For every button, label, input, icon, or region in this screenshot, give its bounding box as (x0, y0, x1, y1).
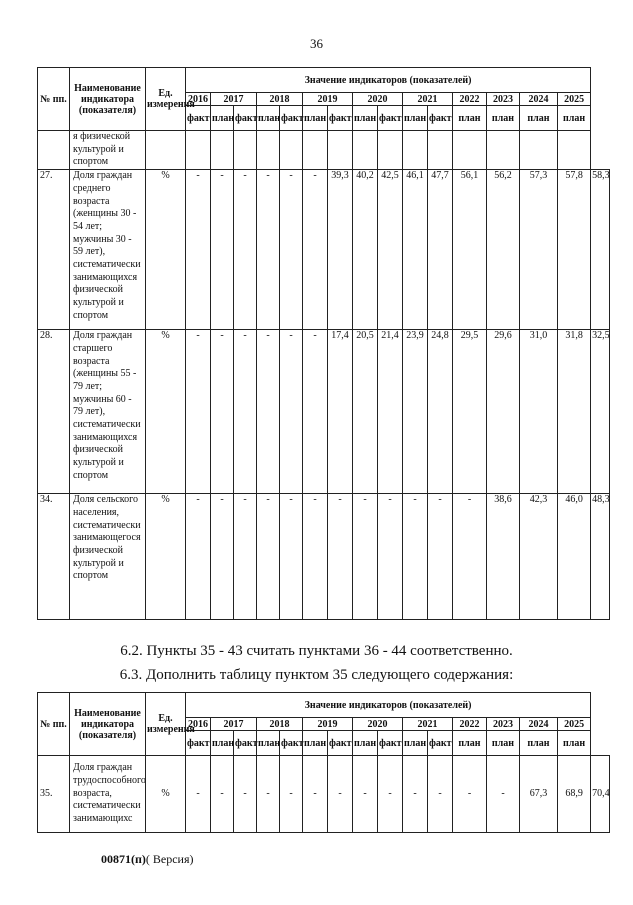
unit-cell: % (146, 756, 186, 833)
table-row (38, 494, 610, 620)
year-header: 2016 (186, 718, 211, 731)
year-header: 2023 (487, 93, 520, 106)
value-cell: 47,7 (428, 170, 453, 330)
subheader-cell: план (353, 731, 378, 756)
subheader-cell: план (403, 106, 428, 131)
col-header-unit: Ед. измерения (146, 693, 186, 756)
subheader-cell: план (487, 106, 520, 131)
subheader-cell: факт (378, 106, 403, 131)
value-cell: 24,8 (428, 330, 453, 494)
subheader-cell: факт (234, 731, 257, 756)
value-cell: 31,0 (520, 330, 558, 494)
year-header: 2020 (353, 718, 403, 731)
value-cell: - (257, 330, 280, 494)
value-cell: 21,4 (378, 330, 403, 494)
year-header: 2017 (211, 93, 257, 106)
value-cell: - (186, 170, 211, 330)
value-cell: - (234, 494, 257, 620)
subheader-cell: факт (378, 731, 403, 756)
value-cell: 42,3 (520, 494, 558, 620)
year-header: 2019 (303, 93, 353, 106)
values-title: Значение индикаторов (показателей) (186, 68, 591, 93)
year-header: 2022 (453, 718, 487, 731)
subheader-cell: план (403, 731, 428, 756)
indicator-name: Доля граждан старшего возраста (женщины 55 - 79 лет; мужчины 60 - 79 лет), систематически занимающихся физической культурой и спортом (70, 330, 146, 494)
subheader-cell: план (520, 106, 558, 131)
value-cell: - (303, 330, 328, 494)
value-cell: - (234, 170, 257, 330)
value-cell: - (303, 756, 328, 833)
subheader-cell: план (257, 731, 280, 756)
value-cell: 32,5 (591, 330, 610, 494)
value-cell: 42,5 (378, 170, 403, 330)
subheader-cell: факт (328, 731, 353, 756)
value-cell: 56,1 (453, 170, 487, 330)
subheader-cell: план (257, 106, 280, 131)
values-title: Значение индикаторов (показателей) (186, 693, 591, 718)
subheader-cell: план (520, 731, 558, 756)
value-cell: - (211, 756, 234, 833)
value-cell: - (186, 756, 211, 833)
indicator-name: Доля граждан трудоспособного возраста, систематически занимающихс (70, 756, 146, 833)
subheader-cell: план (211, 731, 234, 756)
value-cell: 68,9 (558, 756, 591, 833)
doc-version: ( Версия) (145, 852, 194, 866)
subheader-cell: план (353, 106, 378, 131)
unit-cell: % (146, 330, 186, 494)
subheader-cell: план (558, 731, 591, 756)
paragraph-6-2: 6.2. Пункты 35 - 43 считать пунктами 36 - 44 соответственно. (120, 643, 513, 659)
year-header: 2024 (520, 93, 558, 106)
year-header: 2025 (558, 718, 591, 731)
value-cell: - (328, 494, 353, 620)
value-cell: 67,3 (520, 756, 558, 833)
value-cell: - (403, 494, 428, 620)
unit-cell: % (146, 170, 186, 330)
subheader-cell: факт (186, 106, 211, 131)
row-number: 28. (38, 330, 70, 494)
value-cell: - (280, 170, 303, 330)
value-cell: 70,4 (591, 756, 610, 833)
value-cell: 29,5 (453, 330, 487, 494)
value-cell: - (280, 494, 303, 620)
value-cell: - (186, 494, 211, 620)
value-cell: 39,3 (328, 170, 353, 330)
subheader-cell: факт (234, 106, 257, 131)
value-cell: - (211, 330, 234, 494)
subheader-cell: факт (280, 106, 303, 131)
value-cell: - (378, 494, 403, 620)
value-cell: - (186, 330, 211, 494)
value-cell: - (257, 170, 280, 330)
col-header-no: № пп. (38, 68, 70, 131)
page-number: 36 (310, 36, 323, 51)
table-row (38, 170, 610, 330)
subheader-cell: план (211, 106, 234, 131)
col-header-name: Наименование индикатора (показателя) (70, 68, 146, 131)
value-cell: - (234, 756, 257, 833)
value-cell: - (257, 756, 280, 833)
year-header: 2024 (520, 718, 558, 731)
doc-code: 00871(п) (101, 852, 146, 866)
subheader-cell: факт (428, 731, 453, 756)
subheader-cell: план (453, 731, 487, 756)
year-header: 2018 (257, 93, 303, 106)
value-cell: - (303, 170, 328, 330)
value-cell: 48,3 (591, 494, 610, 620)
year-header: 2019 (303, 718, 353, 731)
year-header: 2021 (403, 718, 453, 731)
table-row (38, 330, 610, 494)
col-header-no: № пп. (38, 693, 70, 756)
value-cell: - (403, 756, 428, 833)
value-cell: - (257, 494, 280, 620)
value-cell: - (211, 170, 234, 330)
value-cell: - (234, 330, 257, 494)
indicators-table (37, 67, 610, 620)
value-cell: 38,6 (487, 494, 520, 620)
col-header-name: Наименование индикатора (показателя) (70, 693, 146, 756)
value-cell: - (453, 756, 487, 833)
value-cell: 40,2 (353, 170, 378, 330)
subheader-cell: план (558, 106, 591, 131)
col-header-unit: Ед. измерения (146, 68, 186, 131)
subheader-cell: план (453, 106, 487, 131)
value-cell: 23,9 (403, 330, 428, 494)
subheader-cell: факт (280, 731, 303, 756)
value-cell: - (280, 330, 303, 494)
value-cell: - (487, 756, 520, 833)
value-cell: 46,0 (558, 494, 591, 620)
value-cell: 20,5 (353, 330, 378, 494)
year-header: 2020 (353, 93, 403, 106)
footer-doc-code (101, 852, 194, 867)
row-number: 27. (38, 170, 70, 330)
value-cell: - (378, 756, 403, 833)
subheader-cell: факт (186, 731, 211, 756)
value-cell: - (303, 494, 328, 620)
year-header: 2022 (453, 93, 487, 106)
subheader-cell: план (487, 731, 520, 756)
value-cell: - (353, 494, 378, 620)
value-cell: 56,2 (487, 170, 520, 330)
subheader-cell: план (303, 731, 328, 756)
year-header: 2016 (186, 93, 211, 106)
indicators-table-addition (37, 692, 610, 833)
value-cell: 31,8 (558, 330, 591, 494)
value-cell: - (353, 756, 378, 833)
year-header: 2021 (403, 93, 453, 106)
subheader-cell: факт (328, 106, 353, 131)
year-header: 2018 (257, 718, 303, 731)
value-cell: - (280, 756, 303, 833)
year-header: 2017 (211, 718, 257, 731)
value-cell: - (328, 756, 353, 833)
value-cell: - (428, 756, 453, 833)
year-header: 2023 (487, 718, 520, 731)
value-cell: 57,3 (520, 170, 558, 330)
year-header: 2025 (558, 93, 591, 106)
value-cell: 57,8 (558, 170, 591, 330)
indicator-name: Доля граждан среднего возраста (женщины 30 - 54 лет; мужчины 30 - 59 лет), систематически занимающихся физической культурой и спортом (70, 170, 146, 330)
table-row (38, 756, 610, 833)
value-cell: - (211, 494, 234, 620)
row-number: 34. (38, 494, 70, 620)
subheader-cell: план (303, 106, 328, 131)
value-cell: 46,1 (403, 170, 428, 330)
value-cell: 58,3 (591, 170, 610, 330)
unit-cell: % (146, 494, 186, 620)
continued-indicator-name: я физической культурой и спортом (70, 131, 146, 170)
value-cell: 29,6 (487, 330, 520, 494)
indicator-name: Доля сельского населения, систематически занимающегося физической культурой и спортом (70, 494, 146, 620)
value-cell: 17,4 (328, 330, 353, 494)
value-cell: - (453, 494, 487, 620)
paragraph-6-3: 6.3. Дополнить таблицу пунктом 35 следующего содержания: (119, 667, 514, 683)
value-cell: - (428, 494, 453, 620)
row-number: 35. (38, 756, 70, 833)
subheader-cell: факт (428, 106, 453, 131)
